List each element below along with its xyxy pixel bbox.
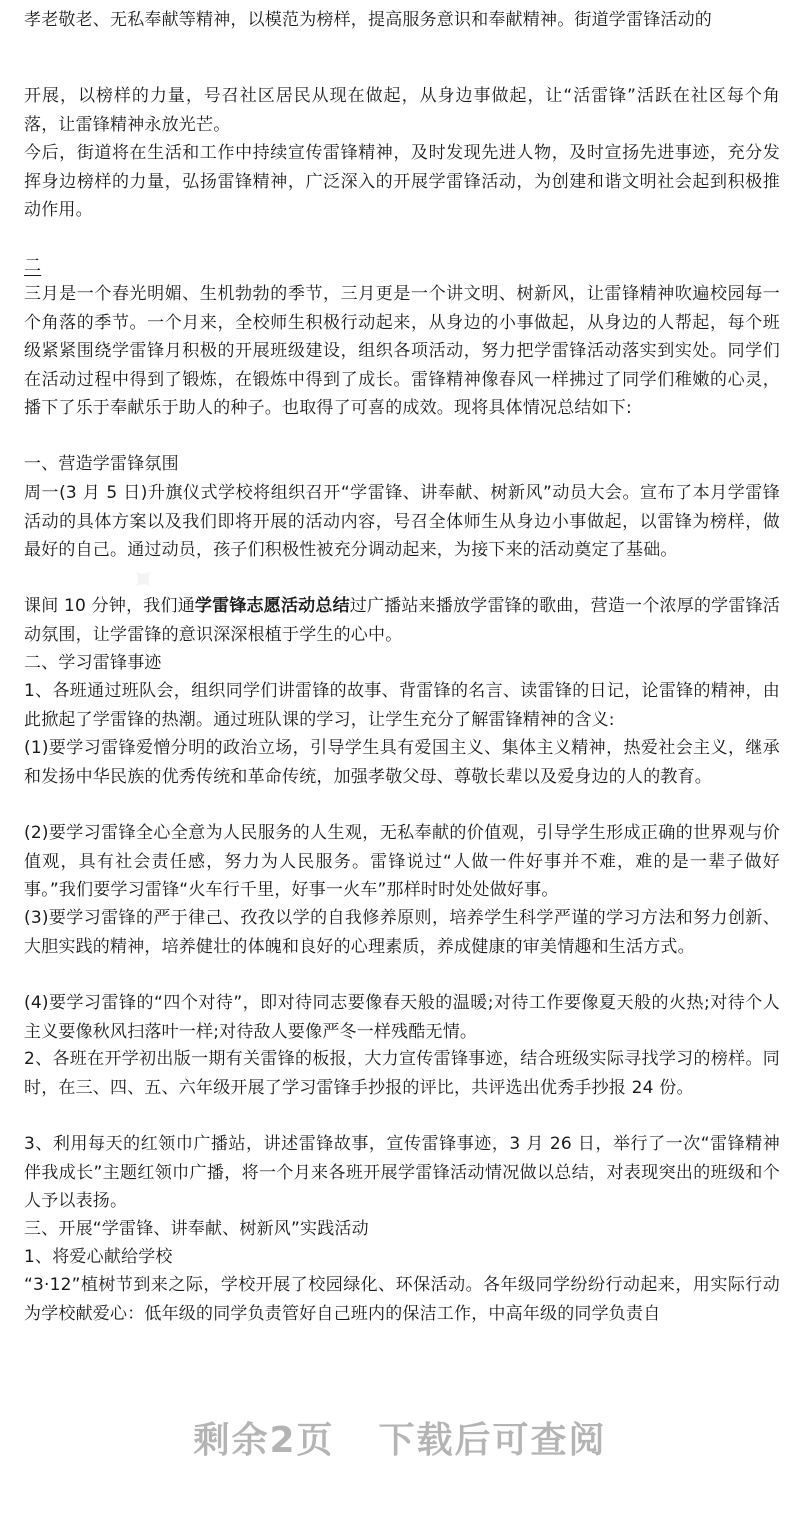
paragraph-item-2: (2)要学习雷锋全心全意为人民服务的人生观，无私奉献的价值观，引导学生形成正确的世界观与价值观，具有社会责任感，努力为人民服务。雷锋说过“人做一件好事并不难，难的是一辈子做好事。”我们要学习雷锋“火车行千里，好事一火车”那样时时处处做好事。 <box>24 823 780 900</box>
heading-atmosphere: 一、营造学雷锋氛围 <box>24 454 179 474</box>
paragraph-item-3: (3)要学习雷锋的严于律己、孜孜以学的自我修养原则，培养学生科学严谨的学习方法和努力创新、大胆实践的精神，培养健壮的体魄和良好的心理素质，养成健康的审美情趣和生活方式。 <box>24 908 780 957</box>
heading-practice: 三、开展“学雷锋、讲奉献、树新风”实践活动 <box>24 1219 369 1239</box>
download-to-view-text: 下载后可查阅 <box>378 1420 607 1461</box>
text-segment: 过广播站来播放学雷锋的歌曲，营造一个浓厚的学雷锋活动氛围，让学雷锋的意识深深根植于学生的心中。 <box>24 596 780 645</box>
download-banner[interactable] <box>0 1412 800 1463</box>
paragraph-mobilization: 周一(3 月 5 日)升旗仪式学校将组织召开“学雷锋、讲奉献、树新风”动员大会。宣布了本月学雷锋活动的具体方案以及我们即将开展的活动内容，号召全体师生从身边小事做起，以雷锋为榜样，做最好的自己。通过动员，孩子们积极性被充分调动起来，为接下来的活动奠定了基础。 <box>24 483 780 560</box>
paragraph-march-intro: 三月是一个春光明媚、生机勃勃的季节，三月更是一个讲文明、树新风，让雷锋精神吹遍校园每一个角落的季节。一个月来，全校师生积极行动起来，从身边的小事做起，从身边的人帮起，每个班级紧紧围绕学雷锋月积极的开展班级建设，组织各项活动，努力把学雷锋活动落实到实处。同学们在活动过程中得到了锻炼，在锻炼中得到了成长。雷锋精神像春风一样拂过了同学们稚嫩的心灵，播下了乐于奉献乐于助人的种子。也取得了可喜的成效。现将具体情况总结如下: <box>24 284 780 418</box>
paragraph-break-broadcast <box>24 592 780 649</box>
heading-love-school: 1、将爱心献给学校 <box>24 1247 173 1267</box>
paragraph-item-1: (1)要学习雷锋爱憎分明的政治立场，引导学生具有爱国主义、集体主义精神，热爱社会主义，继承和发扬中华民族的优秀传统和革命传统，加强孝敬父母、尊敬长辈以及爱身边的人的教育。 <box>24 738 780 787</box>
paragraph-continued: 孝老敬老、无私奉献等精神，以模范为榜样，提高服务意识和奉献精神。街道学雷锋活动的 <box>24 10 712 30</box>
remaining-pages-text: 剩余2页 <box>193 1420 335 1461</box>
section-two-title: 二 <box>24 256 42 276</box>
paragraph-class-meeting: 1、各班通过班队会，组织同学们讲雷锋的故事、背雷锋的名言、读雷锋的日记，论雷锋的精神，由此掀起了学雷锋的热潮。通过班队课的学习，让学生充分了解雷锋精神的含义: <box>24 681 780 730</box>
bold-link-text: 学雷锋志愿活动总结 <box>194 596 350 616</box>
heading-deeds: 二、学习雷锋事迹 <box>24 653 162 673</box>
paragraph-tree-planting: “3·12”植树节到来之际，学校开展了校园绿化、环保活动。各年级同学纷纷行动起来，用实际行动为学校献爱心：低年级的同学负责管好自己班内的保洁工作，中高年级的同学负责自 <box>24 1275 780 1324</box>
paragraph-blackboard: 2、各班在开学初出版一期有关雷锋的板报，大力宣传雷锋事迹，结合班级实际寻找学习的榜样。同时，在三、四、五、六年级开展了学习雷锋手抄报的评比，共评选出优秀手抄报 24 份。 <box>24 1049 780 1098</box>
paragraph-radio: 3、利用每天的红领巾广播站，讲述雷锋故事，宣传雷锋事迹，3 月 26 日，举行了一次“雷锋精神伴我成长”主题红领巾广播，将一个月来各班开展学雷锋活动情况做以总结，对表现突出的班级和个人予以表扬。 <box>24 1134 780 1211</box>
paragraph-future: 今后，街道将在生活和工作中持续宣传雷锋精神，及时发现先进人物，及时宣扬先进事迹，充分发挥身边榜样的力量，弘扬雷锋精神，广泛深入的开展学雷锋活动，为创建和谐文明社会起到积极推动作用。 <box>24 143 780 220</box>
text-segment: 课间 10 分钟，我们通 <box>24 596 195 616</box>
paragraph-item-4: (4)要学习雷锋的“四个对待”，即对待同志要像春天般的温暖;对待工作要像夏天般的火热;对待个人主义要像秋风扫落叶一样;对待敌人要像严冬一样残酷无情。 <box>24 993 780 1042</box>
paragraph-community: 开展，以榜样的力量，号召社区居民从现在做起，从身边事做起，让“活雷锋”活跃在社区每个角落，让雷锋精神永放光芒。 <box>24 86 780 135</box>
